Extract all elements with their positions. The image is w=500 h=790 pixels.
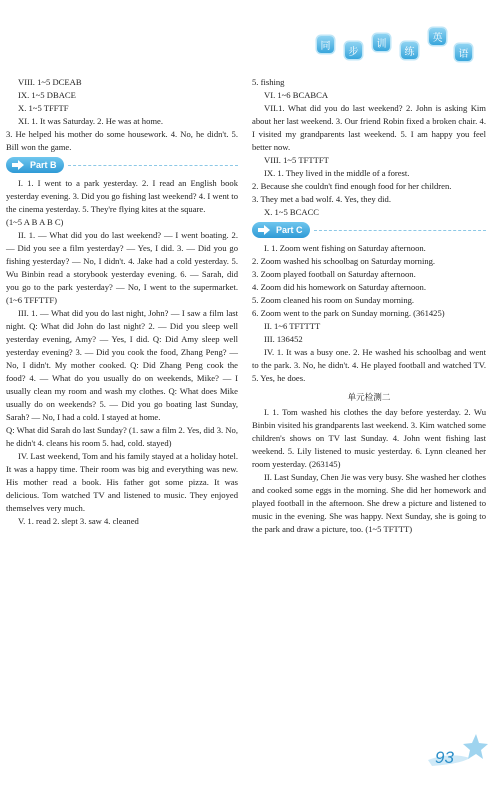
answer-line: IX. 1~5 DBACE [18,90,76,100]
right-column [252,76,486,536]
answer-paragraph: I. 1. Tom washed his clothes the day before yesterday. 2. Wu Binbin visited his grandparents last weekend. 3. Kim watched some children's shows on TV last Sunday. 4. John went fishing last weekend. 5. Lily listened to music yesterday. 6. Lynn cleaned her room yesterday. (263145) [252,407,486,469]
answer-line: 5. Zoom cleaned his room on Sunday morning. [252,295,415,305]
answer-paragraph: Q: What did Sarah do last Sunday? (1. saw a film 2. Yes, did 3. No, he didn't 4. cleans his room 5. had, cold. stayed) [6,425,238,448]
answer-line: II. 1~6 TFTTTT [264,321,321,331]
left-column [6,76,238,528]
header-char-4: 练 [401,42,418,59]
answer-paragraph: III. 1. — What did you do last night, John? — I saw a film last night. Q: What did John do last night? 2. — Did you sleep well yesterday evening, Amy? — Yes, I did. Q: Did Amy sleep well yesterday evening? 3. — Did you cook the food, Zhang Peng? — No, I didn't. My mother cooked. Q: Did Zhang Peng cook the food? 4. — What do you usually do on weekends, Mike? — I usually clean my room and wash my clothes. Q: What does Mike usually do on weekends? 5. — Did you go boating last Sunday, Sarah? — No, I had a cold. I stayed at home. [6,308,238,422]
answer-line: VIII. 1~5 TFTTFT [264,155,329,165]
answer-line: VI. 1~6 BCABCA [264,90,329,100]
answer-line: 3. Zoom played football on Saturday afternoon. [252,269,416,279]
header-char-2: 步 [345,42,362,59]
part-c-label: Part C [276,225,303,235]
part-b-banner [6,157,238,173]
answer-line: X. 1~5 BCACC [264,207,320,217]
answer-line: X. 1~5 TFFTF [18,103,69,113]
answer-line: 2. Because she couldn't find enough food for her children. [252,181,452,191]
answer-line: 6. Zoom went to the park on Sunday morning. (361425) [252,308,445,318]
answer-line: 2. Zoom washed his schoolbag on Saturday morning. [252,256,436,266]
answer-paragraph: (1~5 A B A B C) [6,217,64,227]
answer-paragraph: II. Last Sunday, Chen Jie was very busy. She washed her clothes and cooked some eggs in the morning. She did her homework and played football in the afternoon. She drew a picture and listened to music in the evening. She was happy. Next Sunday, she is going to the park and draw a picture, too. (1~5 TFTTT) [252,472,486,534]
answer-line: 3. They met a bad wolf. 4. Yes, they did. [252,194,391,204]
answer-paragraph: IV. Last weekend, Tom and his family stayed at a holiday hotel. It was a happy time. Their room was big and everything was new. His mother read a book. His father got some pizza. It was delicious. Tom watched TV and listened to music. They enjoyed themselves very much. [6,451,238,513]
answer-paragraph: I. 1. I went to a park yesterday. 2. I read an English book yesterday evening. 3. Did you go fishing last weekend? 4. I went to the cinema yesterday. 5. They're flying kites at the square. [6,178,238,214]
answer-paragraph: II. 1. — What did you do last weekend? — I went boating. 2. — Did you see a film yesterday? — Yes, I did. 3. — Did you go fishing yesterday? — No, I didn't. 4. Jake had a cold yesterday. 5. Wu Binbin read a storybook yesterday evening. 6. — Sarah, did you go to the park yesterday? — No, I went to the supermarket. (1~6 TFFTTF) [6,230,238,305]
answer-paragraph: V. 1. read 2. slept 3. saw 4. cleaned [18,516,139,526]
header-char-3: 训 [373,34,390,51]
answer-line: XI. 1. It was Saturday. 2. He was at home. [18,116,164,126]
header-char-1: 同 [317,36,334,53]
arrow-icon [12,160,24,170]
answer-line: IX. 1. They lived in the middle of a forest. [264,168,410,178]
part-c-banner [252,222,486,238]
answer-line: III. 136452 [264,334,303,344]
answer-line: 5. fishing [252,77,285,87]
series-header [305,22,495,72]
answer-line: VIII. 1~5 DCEAB [18,77,82,87]
header-char-5: 英 [429,28,446,45]
answer-line: 4. Zoom did his homework on Saturday afternoon. [252,282,426,292]
answer-line: 3. He helped his mother do some housework. 4. No, he didn't. 5. Bill won the game. [6,129,238,152]
header-char-6: 语 [455,44,472,61]
section-title: 单元检测二 [347,392,391,402]
arrow-icon [258,225,270,235]
answer-line: I. 1. Zoom went fishing on Saturday afternoon. [264,243,426,253]
part-b-label: Part B [30,160,57,170]
starfish-icon [420,730,490,770]
page-number: 93 [435,748,454,767]
answer-paragraph: IV. 1. It was a busy one. 2. He washed his schoolbag and went to the park. 3. No, he didn't. 4. He played football and watched TV. 5. Yes, he does. [252,347,486,383]
answer-paragraph: VII.1. What did you do last weekend? 2. John is asking Kim about her last weekend. 3. Our friend Robin fixed a broken chair. 4. I visited my grandparents last weekend. 5. I am happy you feel better now. [252,103,486,152]
